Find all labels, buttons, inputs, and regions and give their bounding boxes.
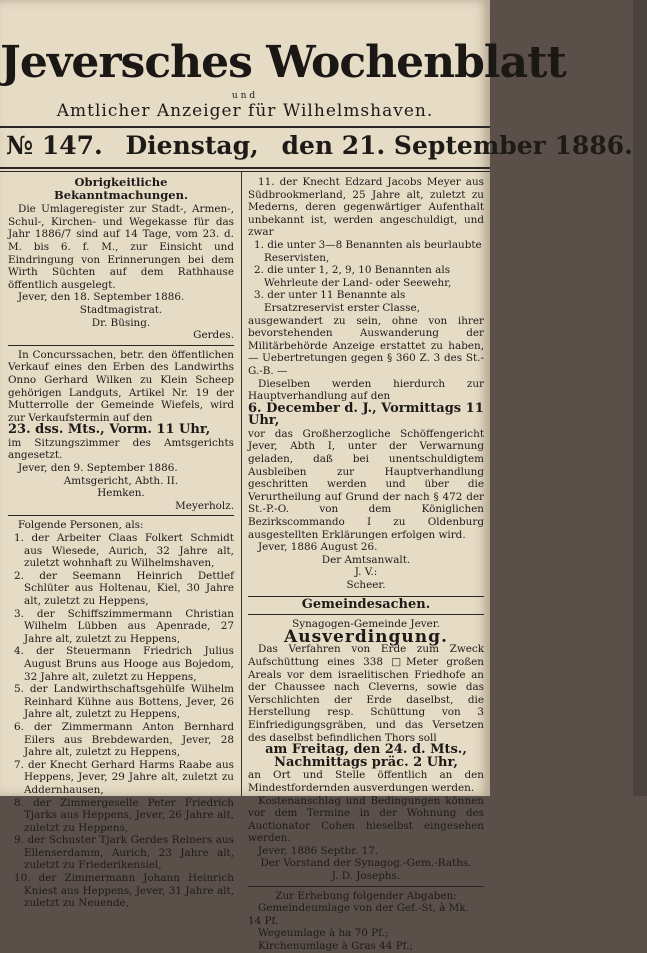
list-item: 4. der Steuermann Friedrich Julius August Bruns aus Hooge aus Bojedom, 32 Jahre alt, zuletzt zu Heppens, (14, 645, 234, 683)
notice-signature: Stadtmagistrat. (79, 303, 163, 316)
dateline (6, 131, 633, 161)
divider (8, 345, 234, 346)
issue-date: den 21. September 1886. (281, 131, 633, 160)
notice-court: Amtsgericht, Abth. II. (63, 474, 179, 487)
notice-text: im Sitzungszimmer des Amtsgerichts angesetzt. (8, 436, 234, 462)
notice-text: vor das Großherzogliche Schöffengericht Jever, Abth I, unter der Verwarnung geladen, daß bei unentschuldigtem Ausbleiben zur Hauptverhandlung geschritten werden und über die Verurtheilung auf Grund der nach § 472 der St.-P.-O. von dem Königlichen Bezirkscommando I zu Oldenburg ausgestellten Erklärungen erfolgen wird. (248, 427, 484, 541)
issue-weekday: Dienstag, (125, 131, 259, 160)
notice-emphasis: 23. dss. Mts., Vorm. 11 Uhr, (8, 422, 211, 438)
notice-text: ausgewandert zu sein, ohne von ihrer bevorstehenden Auswanderung der Militärbehörde Anzeige erstattet zu haben, — Uebertretungen gegen § 360 Z. 3 des St.-G.-B. — (248, 314, 484, 377)
left-column (8, 176, 234, 910)
notice-office: Der Amtsanwalt. (321, 553, 411, 566)
list-item: 5. der Landwirthschaftsgehülfe Wilhelm Reinhard Kühne aus Bottens, Jever, 26 Jahre alt, zuletzt zu Heppens, (14, 683, 234, 721)
list-item: 11. der Knecht Edzard Jacobs Meyer aus Südbrookmerland, 25 Jahre alt, zuletzt zu Mederns, deren gegenwärtiger Aufenthalt unbekannt ist, werden angeschuldigt, und zwar (248, 176, 484, 239)
list-item: 9. der Schuster Tjark Gerdes Reiners aus Ellenserdamm, Aurich, 23 Jahre alt, zuletzt zu Friederikensiel, (14, 834, 234, 872)
notice-emphasis: 6. December d. J., Vormittags 11 Uhr, (248, 400, 484, 429)
notice-text: an Ort und Stelle öffentlich an den Mindestfordernden ausverdungen werden. (248, 769, 484, 794)
list-item: 1. der Arbeiter Claas Folkert Schmidt aus Wiesede, Aurich, 32 Jahre alt, zuletzt wohnhaft zu Wilhelmshaven, (14, 532, 234, 570)
column-divider (241, 172, 242, 796)
sub-item: 3. der unter 11 Benannte als Ersatzreservist erster Classe, (254, 289, 420, 314)
notice-date: Jever, den 9. September 1886. (18, 462, 178, 475)
right-column (248, 176, 484, 953)
issue-number: № 147. (6, 131, 103, 160)
masthead-subtitle: Amtlicher Anzeiger für Wilhelmshaven. (56, 101, 434, 121)
list-item: 7. der Knecht Gerhard Harms Raabe aus Heppens, Jever, 29 Jahre alt, zuletzt zu Addernhausen, (14, 758, 234, 796)
list-item: 3. der Schiffszimmermann Christian Wilhelm Lübben aus Apenrade, 27 Jahre alt, zuletzt zu Heppens, (14, 607, 234, 645)
notice-date: Jever, 1886 Septbr. 17. (258, 844, 379, 857)
divider (248, 886, 484, 887)
list-item: 8. der Zimmergeselle Peter Friedrich Tjarks aus Heppens, Jever, 26 Jahre alt, zuletzt zu Heppens, (14, 796, 234, 834)
section-heading: Gemeindesachen. (301, 596, 431, 612)
levy-item: Kirchenumlage à Gras 44 Pf.; (258, 940, 413, 953)
notice-title: Zur Erhebung folgender Abgaben: (275, 889, 457, 902)
notice-office: Der Vorstand der Synagog.-Gem.-Raths. (260, 857, 472, 870)
section-heading: Obrigkeitliche Bekanntmachungen. (54, 175, 188, 202)
notice-emphasis: Nachmittags präc. 2 Uhr, (274, 754, 458, 770)
notice-signature: Hemken. (97, 487, 145, 500)
divider (8, 515, 234, 516)
notice-text: Die Umlageregister zur Stadt-, Armen-, Schul-, Kirchen- und Wegekasse für das Jahr 1886/7 sind auf 14 Tage, vom 23. d. M. bis 6. f. M., zur Einsicht und Eindringung von Erinnerungen bei dem Wirth Süchten auf dem Rathhause öffentlich ausgelegt. (8, 203, 234, 291)
divider (0, 167, 490, 169)
sub-item: 1. die unter 3—8 Benannten als beurlaubte Reservisten, (254, 238, 482, 264)
divider (0, 126, 490, 128)
notice-signature: J. D. Josephs. (331, 870, 401, 883)
masthead-title: Jeversches Wochenblatt (0, 37, 566, 88)
notice-signature: Scheer. (346, 579, 386, 591)
levy-item: Gemeindeumlage von der Gef.-St, à Mk. 14 Pf. (248, 902, 469, 927)
notice-text: Dieselben werden hierdurch zur Hauptverhandlung auf den (248, 377, 484, 403)
list-item: 10. der Zimmermann Johann Heinrich Kniest aus Heppens, Jever, 31 Jahre alt, zuletzt zu Neuende, (14, 872, 234, 910)
notice-emphasis: am Freitag, den 24. d. Mts., (265, 742, 467, 758)
notice-title: Synagogen-Gemeinde Jever. (292, 618, 440, 631)
list-item: 6. der Zimmermann Anton Bernhard Eilers aus Brebdewarden, Jever, 28 Jahre alt, zuletzt zu Heppens, (14, 720, 234, 759)
notice-text: In Concurssachen, betr. den öffentlichen Verkauf eines den Erben des Landwirths Onno Gerhard Wilken zu Klein Scheep gehörigen Landguts, Artikel Nr. 19 der Mutterrolle der Gemeinde Wiefels, wird zur Verkaufstermin auf den (8, 348, 234, 424)
notice-signature: Gerdes. (193, 329, 234, 342)
levy-item: Wegeumlage à ha 70 Pf.; (258, 927, 389, 940)
list-intro: Folgende Personen, als: (18, 519, 144, 532)
notice-text: Das Verfahren von Erde zum Zweck Aufschüttung eines 338 □Meter großen Areals vor dem israelitischen Friedhofe an der Chaussee nach Cleverns, sowie das Verschlichten der Erde daselbst, die Herstellung resp. Schüttung von 3 Einfriedigungsgräben, und das Versetzen des daselbst befindlichen Thors soll (248, 643, 484, 744)
page-edge (633, 0, 647, 796)
sub-item: 2. die unter 1, 2, 9, 10 Benannten als Wehrleute der Land- oder Seewehr, (254, 264, 452, 289)
notice-headline: Ausverdingung. (284, 626, 448, 647)
masthead-und: und (231, 91, 259, 101)
notice-date: Jever, den 18. September 1886. (18, 291, 185, 304)
notice-text: Kostenanschlag und Bedingungen können vor dem Termine in der Wohnung des Auctionator Cohen hieselbst eingesehen werden. (248, 794, 484, 845)
divider (0, 171, 490, 172)
notice-signature: J. V.: (354, 566, 378, 579)
notice-date: Jever, 1886 August 26. (258, 541, 378, 554)
list-item: 2. der Seemann Heinrich Dettlef Schlüter aus Holtenau, Kiel, 30 Jahre alt, zuletzt zu Heppens, (14, 569, 234, 607)
notice-signature: Meyerholz. (175, 499, 234, 512)
notice-signature: Dr. Büsing. (91, 316, 151, 329)
divider (248, 614, 484, 615)
